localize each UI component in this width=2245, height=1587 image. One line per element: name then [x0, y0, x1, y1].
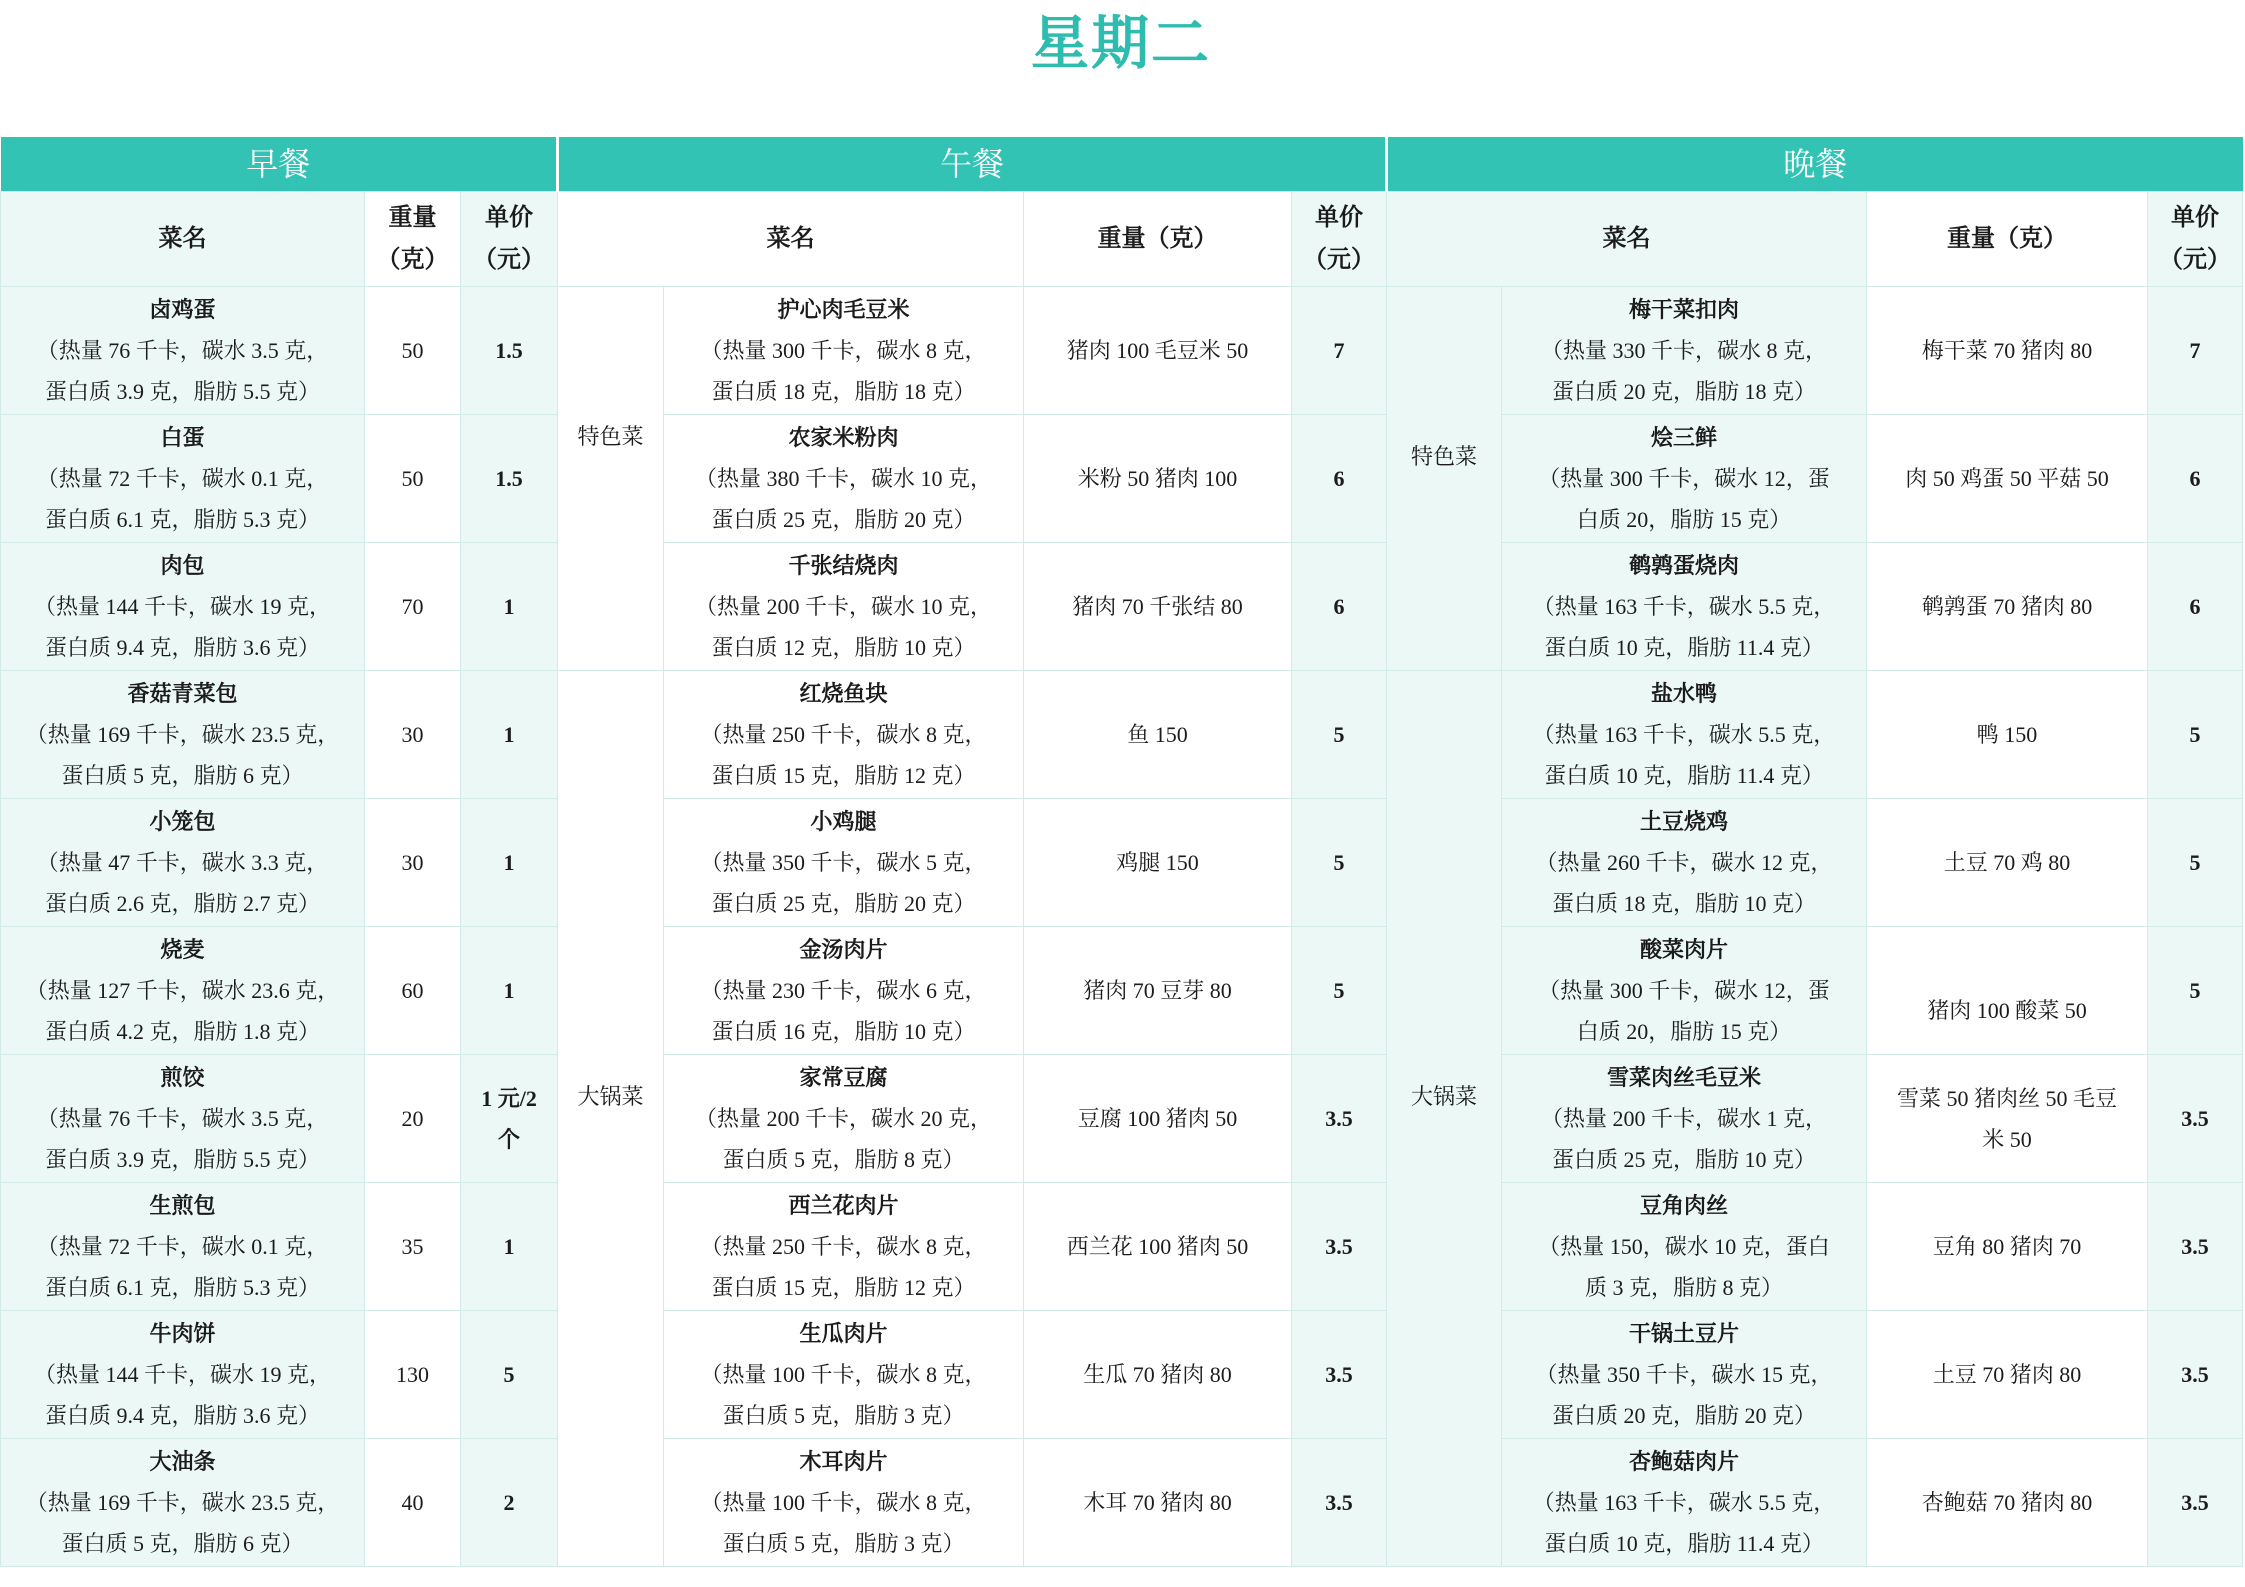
dish-weight: 70 — [401, 594, 424, 619]
dish-cell — [664, 671, 1024, 799]
dish-weight: 肉 50 鸡蛋 50 平菇 50 — [1905, 466, 2109, 491]
dish-cell — [1502, 1439, 1867, 1567]
dish-name: 杏鲍菇肉片 — [1629, 1449, 1740, 1474]
table-row — [1, 1183, 2243, 1311]
dish-nutrition-line: 蛋白质 12 克，脂肪 10 克） — [711, 635, 976, 660]
dish-name: 烩三鲜 — [1651, 425, 1718, 450]
dish-nutrition-line: 蛋白质 6.1 克，脂肪 5.3 克） — [44, 507, 320, 532]
dish-weight: 豆腐 100 猪肉 50 — [1077, 1106, 1238, 1131]
dish-price: 1 — [503, 722, 515, 747]
col-header-label: （元） — [1303, 247, 1376, 273]
dish-nutrition-line: 蛋白质 2.6 克，脂肪 2.7 克） — [44, 891, 320, 916]
dish-weight: 猪肉 100 毛豆米 50 — [1066, 338, 1249, 363]
dish-nutrition-line: （热量 76 千卡，碳水 3.5 克， — [36, 338, 329, 363]
dish-weight: 木耳 70 猪肉 80 — [1083, 1490, 1232, 1515]
col-header-label: 重量（克） — [1097, 226, 1218, 252]
dish-nutrition-line: 蛋白质 5 克，脂肪 3 克） — [722, 1531, 965, 1556]
dish-nutrition-line: 蛋白质 3.9 克，脂肪 5.5 克） — [44, 379, 320, 404]
dish-weight: 米 50 — [1982, 1126, 2032, 1152]
dish-cell — [1, 1311, 365, 1439]
weight-cell — [1024, 927, 1292, 1055]
dish-nutrition-line: （热量 76 千卡，碳水 3.5 克， — [36, 1106, 329, 1131]
weight-cell — [1024, 799, 1292, 927]
dish-cell — [1, 287, 365, 415]
dish-cell — [1502, 415, 1867, 543]
dish-cell — [1, 671, 365, 799]
price-cell — [461, 799, 558, 927]
dish-nutrition-line: 白质 20，脂肪 15 克） — [1576, 507, 1792, 532]
dish-nutrition-line: （热量 230 千卡，碳水 6 克， — [700, 978, 987, 1003]
dish-weight: 鱼 150 — [1127, 722, 1188, 747]
dish-nutrition-line: （热量 200 千卡，碳水 20 克， — [695, 1106, 993, 1131]
dish-nutrition-line: 蛋白质 5 克，脂肪 6 克） — [61, 1531, 304, 1556]
dish-price: 3.5 — [2181, 1362, 2209, 1387]
dish-weight: 米粉 50 猪肉 100 — [1077, 466, 1238, 491]
price-cell — [1292, 543, 1387, 671]
dish-cell — [1, 543, 365, 671]
table-row — [1, 1311, 2243, 1439]
dish-nutrition-line: （热量 250 千卡，碳水 8 克， — [700, 1234, 987, 1259]
dish-nutrition-line: （热量 100 千卡，碳水 8 克， — [700, 1362, 987, 1387]
column-header-row — [1, 192, 2243, 287]
dish-price: 3.5 — [1325, 1106, 1353, 1131]
dish-price: 5 — [503, 1362, 515, 1387]
dish-name: 香菇青菜包 — [127, 681, 238, 706]
col-header-weight — [1867, 192, 2148, 287]
price-cell — [2148, 927, 2243, 1055]
dish-name: 梅干菜扣肉 — [1629, 297, 1740, 322]
dish-weight: 西兰花 100 猪肉 50 — [1066, 1234, 1249, 1259]
col-header-label: 菜名 — [1602, 226, 1651, 252]
dish-nutrition-line: 蛋白质 5 克，脂肪 6 克） — [61, 763, 304, 788]
dish-nutrition-line: （热量 200 千卡，碳水 10 克， — [695, 594, 993, 619]
meal-header-row — [1, 137, 2243, 192]
weight-cell — [1867, 287, 2148, 415]
col-header-label: （克） — [376, 247, 449, 273]
dish-weight: 30 — [401, 722, 424, 747]
price-cell — [2148, 543, 2243, 671]
dish-nutrition-line: 蛋白质 10 克，脂肪 11.4 克） — [1544, 1531, 1824, 1556]
dish-weight: 土豆 70 鸡 80 — [1943, 850, 2071, 875]
dish-nutrition-line: 蛋白质 10 克，脂肪 11.4 克） — [1544, 763, 1824, 788]
dish-weight: 生瓜 70 猪肉 80 — [1083, 1362, 1232, 1387]
dish-price: 2 — [503, 1490, 515, 1515]
weight-cell — [365, 1439, 461, 1567]
dish-nutrition-line: （热量 72 千卡，碳水 0.1 克， — [36, 466, 329, 491]
dish-nutrition-line: 蛋白质 20 克，脂肪 20 克） — [1552, 1403, 1817, 1428]
dish-cell — [664, 1055, 1024, 1183]
dish-price: 1.5 — [495, 338, 523, 363]
dish-nutrition-line: （热量 200 千卡，碳水 1 克， — [1541, 1106, 1828, 1131]
dish-nutrition-line: 蛋白质 15 克，脂肪 12 克） — [711, 1275, 976, 1300]
table-row — [1, 415, 2243, 543]
dish-price: 6 — [1333, 466, 1345, 491]
dish-price: 5 — [1333, 978, 1345, 1003]
price-cell — [2148, 1439, 2243, 1567]
col-header-dish-name — [1, 192, 365, 287]
dish-nutrition-line: 蛋白质 18 克，脂肪 10 克） — [1552, 891, 1817, 916]
dish-name: 雪菜肉丝毛豆米 — [1607, 1065, 1762, 1090]
dish-price: 5 — [1333, 722, 1345, 747]
weight-cell — [365, 1311, 461, 1439]
dish-name: 小笼包 — [149, 809, 216, 834]
table-row — [1, 799, 2243, 927]
category-cell — [1387, 287, 1502, 671]
dish-name: 生瓜肉片 — [799, 1321, 888, 1346]
dish-price: 1 — [503, 594, 515, 619]
col-header-label: 菜名 — [766, 226, 815, 252]
meal-header-dinner: 晚餐 — [1387, 137, 2243, 192]
weight-cell — [1024, 287, 1292, 415]
weight-cell — [1024, 415, 1292, 543]
dish-weight: 鹌鹑蛋 70 猪肉 80 — [1921, 594, 2093, 619]
dish-nutrition-line: 质 3 克，脂肪 8 克） — [1585, 1275, 1784, 1300]
dish-cell — [664, 1439, 1024, 1567]
price-cell — [1292, 799, 1387, 927]
dish-nutrition-line: 蛋白质 18 克，脂肪 18 克） — [711, 379, 976, 404]
dish-nutrition-line: （热量 250 千卡，碳水 8 克， — [700, 722, 987, 747]
category-label: 特色菜 — [1411, 444, 1478, 469]
dish-nutrition-line: 白质 20，脂肪 15 克） — [1576, 1019, 1792, 1044]
weight-cell — [1867, 543, 2148, 671]
weight-cell — [1867, 799, 2148, 927]
dish-price: 5 — [2189, 722, 2201, 747]
price-cell — [1292, 1439, 1387, 1567]
dish-price: 5 — [2189, 978, 2201, 1003]
dish-price: 6 — [1333, 594, 1345, 619]
dish-name: 千张结烧肉 — [788, 553, 899, 578]
dish-price: 3.5 — [1325, 1234, 1353, 1259]
price-cell — [1292, 1311, 1387, 1439]
meal-header-breakfast: 早餐 — [1, 137, 558, 192]
dish-weight: 60 — [401, 978, 424, 1003]
dish-nutrition-line: （热量 100 千卡，碳水 8 克， — [700, 1490, 987, 1515]
dish-price: 1 — [503, 1234, 515, 1259]
price-cell — [461, 543, 558, 671]
dish-name: 牛肉饼 — [149, 1321, 216, 1346]
category-label: 大锅菜 — [577, 1084, 644, 1109]
dish-cell — [664, 543, 1024, 671]
dish-price: 个 — [498, 1126, 521, 1152]
dish-name: 白蛋 — [160, 425, 205, 450]
dish-name: 鹌鹑蛋烧肉 — [1629, 553, 1740, 578]
col-header-label: 单价 — [2171, 205, 2220, 231]
price-cell — [2148, 799, 2243, 927]
price-cell — [2148, 671, 2243, 799]
weight-cell — [1867, 415, 2148, 543]
dish-price: 1 — [503, 978, 515, 1003]
col-header-dish-name — [1387, 192, 1867, 287]
dish-cell — [1502, 799, 1867, 927]
dish-price: 1.5 — [495, 466, 523, 491]
weight-cell — [1867, 1311, 2148, 1439]
dish-name: 酸菜肉片 — [1640, 937, 1729, 962]
dish-weight: 40 — [401, 1490, 424, 1515]
dish-name: 红烧鱼块 — [799, 681, 888, 706]
col-header-weight — [1024, 192, 1292, 287]
weight-cell — [1867, 1055, 2148, 1183]
dish-cell — [1, 927, 365, 1055]
dish-weight: 豆角 80 猪肉 70 — [1932, 1234, 2082, 1259]
dish-price: 7 — [1333, 338, 1345, 363]
dish-nutrition-line: 蛋白质 3.9 克，脂肪 5.5 克） — [44, 1147, 320, 1172]
dish-nutrition-line: （热量 127 千卡，碳水 23.6 克， — [25, 978, 340, 1003]
category-label: 特色菜 — [577, 424, 644, 449]
weight-cell — [365, 927, 461, 1055]
weight-cell — [365, 543, 461, 671]
weight-cell — [1867, 1439, 2148, 1567]
dish-price: 5 — [2189, 850, 2201, 875]
table-row — [1, 543, 2243, 671]
price-cell — [461, 1183, 558, 1311]
weight-cell — [365, 799, 461, 927]
price-cell — [2148, 415, 2243, 543]
col-header-price — [461, 192, 558, 287]
dish-cell — [1502, 543, 1867, 671]
dish-nutrition-line: （热量 169 千卡，碳水 23.5 克， — [25, 1490, 340, 1515]
weight-cell — [1867, 1183, 2148, 1311]
price-cell — [2148, 1311, 2243, 1439]
dish-name: 盐水鸭 — [1651, 681, 1718, 706]
price-cell — [1292, 671, 1387, 799]
price-cell — [1292, 1055, 1387, 1183]
price-cell — [461, 927, 558, 1055]
dish-name: 护心肉毛豆米 — [777, 297, 910, 322]
meal-header-lunch: 午餐 — [558, 137, 1387, 192]
category-cell — [558, 671, 664, 1567]
col-header-label: 单价 — [485, 205, 534, 231]
price-cell — [461, 671, 558, 799]
dish-name: 农家米粉肉 — [788, 425, 899, 450]
dish-name: 生煎包 — [149, 1193, 216, 1218]
dish-name: 西兰花肉片 — [788, 1193, 899, 1218]
dish-nutrition-line: （热量 169 千卡，碳水 23.5 克， — [25, 722, 340, 747]
weight-cell — [1867, 927, 2148, 1055]
dish-nutrition-line: （热量 380 千卡，碳水 10 克， — [695, 466, 993, 491]
dish-name: 干锅土豆片 — [1629, 1321, 1740, 1346]
table-row — [1, 1439, 2243, 1567]
price-cell — [461, 1055, 558, 1183]
dish-cell — [664, 415, 1024, 543]
dish-weight: 50 — [401, 338, 424, 363]
dish-price: 6 — [2189, 594, 2201, 619]
price-cell — [1292, 415, 1387, 543]
dish-weight: 土豆 70 猪肉 80 — [1932, 1362, 2082, 1387]
dish-cell — [1502, 927, 1867, 1055]
col-header-label: （元） — [473, 247, 546, 273]
col-header-label: 菜名 — [158, 226, 207, 252]
weight-cell — [1024, 1183, 1292, 1311]
col-header-label: 单价 — [1315, 205, 1364, 231]
dish-cell — [664, 799, 1024, 927]
dish-cell — [1, 799, 365, 927]
dish-cell — [1, 1183, 365, 1311]
weight-cell — [365, 671, 461, 799]
col-header-dish-name — [558, 192, 1024, 287]
dish-nutrition-line: （热量 72 千卡，碳水 0.1 克， — [36, 1234, 329, 1259]
menu-table — [0, 137, 2243, 1567]
dish-nutrition-line: （热量 150，碳水 10 克，蛋白 — [1538, 1234, 1830, 1259]
col-header-label: 重量（克） — [1947, 226, 2068, 252]
weight-cell — [365, 1183, 461, 1311]
dish-price: 1 — [503, 850, 515, 875]
dish-cell — [1502, 1183, 1867, 1311]
price-cell — [461, 1439, 558, 1567]
dish-price: 6 — [2189, 466, 2201, 491]
dish-weight: 30 — [401, 850, 424, 875]
dish-name: 煎饺 — [160, 1065, 205, 1090]
dish-nutrition-line: 蛋白质 5 克，脂肪 8 克） — [722, 1147, 965, 1172]
dish-name: 豆角肉丝 — [1640, 1193, 1729, 1218]
dish-weight: 50 — [401, 466, 424, 491]
dish-price: 3.5 — [2181, 1234, 2209, 1259]
dish-weight: 20 — [401, 1106, 424, 1131]
dish-nutrition-line: （热量 163 千卡，碳水 5.5 克， — [1532, 1490, 1836, 1515]
dish-weight: 35 — [401, 1234, 424, 1259]
price-cell — [2148, 1055, 2243, 1183]
dish-cell — [1, 1439, 365, 1567]
table-row — [1, 671, 2243, 799]
weight-cell — [1867, 671, 2148, 799]
price-cell — [461, 1311, 558, 1439]
dish-nutrition-line: （热量 144 千卡，碳水 19 克， — [33, 594, 331, 619]
dish-cell — [664, 1311, 1024, 1439]
dish-nutrition-line: 蛋白质 6.1 克，脂肪 5.3 克） — [44, 1275, 320, 1300]
dish-price: 3.5 — [2181, 1490, 2209, 1515]
dish-name: 金汤肉片 — [799, 937, 888, 962]
dish-cell — [1502, 1055, 1867, 1183]
dish-cell — [664, 1183, 1024, 1311]
dish-name: 土豆烧鸡 — [1640, 809, 1729, 834]
dish-weight: 猪肉 100 酸菜 50 — [1927, 998, 2087, 1023]
weight-cell — [365, 1055, 461, 1183]
dish-nutrition-line: 蛋白质 10 克，脂肪 11.4 克） — [1544, 635, 1824, 660]
dish-nutrition-line: （热量 47 千卡，碳水 3.3 克， — [36, 850, 329, 875]
price-cell — [461, 415, 558, 543]
col-header-label: （元） — [2159, 247, 2232, 273]
price-cell — [461, 287, 558, 415]
dish-cell — [664, 287, 1024, 415]
dish-nutrition-line: （热量 300 千卡，碳水 12，蛋 — [1538, 466, 1830, 491]
dish-name: 家常豆腐 — [799, 1065, 888, 1090]
dish-nutrition-line: 蛋白质 9.4 克，脂肪 3.6 克） — [44, 635, 320, 660]
dish-nutrition-line: 蛋白质 16 克，脂肪 10 克） — [711, 1019, 976, 1044]
price-cell — [1292, 1183, 1387, 1311]
dish-name: 烧麦 — [160, 937, 205, 962]
dish-name: 小鸡腿 — [810, 809, 877, 834]
category-label: 大锅菜 — [1411, 1084, 1478, 1109]
weight-cell — [1024, 1055, 1292, 1183]
dish-nutrition-line: 蛋白质 25 克，脂肪 10 克） — [1552, 1147, 1817, 1172]
dish-weight: 猪肉 70 豆芽 80 — [1083, 978, 1232, 1003]
dish-cell — [1, 415, 365, 543]
dish-price: 3.5 — [1325, 1490, 1353, 1515]
dish-weight: 梅干菜 70 猪肉 80 — [1921, 338, 2093, 363]
weight-cell — [1024, 543, 1292, 671]
weight-cell — [365, 287, 461, 415]
dish-weight: 鸭 150 — [1976, 722, 2038, 747]
dish-nutrition-line: 蛋白质 15 克，脂肪 12 克） — [711, 763, 976, 788]
dish-price: 3.5 — [2181, 1106, 2209, 1131]
dish-weight: 雪菜 50 猪肉丝 50 毛豆 — [1897, 1085, 2118, 1111]
dish-nutrition-line: （热量 163 千卡，碳水 5.5 克， — [1532, 594, 1836, 619]
table-row — [1, 287, 2243, 415]
price-cell — [2148, 1183, 2243, 1311]
dish-nutrition-line: 蛋白质 5 克，脂肪 3 克） — [722, 1403, 965, 1428]
dish-name: 卤鸡蛋 — [149, 297, 216, 322]
col-header-price — [1292, 192, 1387, 287]
col-header-price — [2148, 192, 2243, 287]
price-cell — [2148, 287, 2243, 415]
price-cell — [1292, 287, 1387, 415]
dish-cell — [1502, 287, 1867, 415]
dish-weight: 猪肉 70 千张结 80 — [1072, 594, 1243, 619]
category-cell — [1387, 671, 1502, 1567]
page-title: 星期二 — [1030, 11, 1211, 76]
dish-price: 5 — [1333, 850, 1345, 875]
dish-name: 木耳肉片 — [799, 1449, 888, 1474]
weight-cell — [1024, 1311, 1292, 1439]
dish-weight: 鸡腿 150 — [1116, 850, 1199, 875]
dish-nutrition-line: 蛋白质 25 克，脂肪 20 克） — [711, 891, 976, 916]
dish-nutrition-line: （热量 350 千卡，碳水 15 克， — [1535, 1362, 1833, 1387]
dish-cell — [664, 927, 1024, 1055]
col-header-label: 重量 — [388, 205, 437, 231]
dish-price: 1 元/2 — [481, 1085, 537, 1111]
weight-cell — [1024, 1439, 1292, 1567]
dish-price: 3.5 — [1325, 1362, 1353, 1387]
weight-cell — [1024, 671, 1292, 799]
dish-name: 肉包 — [160, 553, 205, 578]
dish-weight: 130 — [396, 1362, 429, 1387]
dish-cell — [1, 1055, 365, 1183]
table-row — [1, 927, 2243, 1055]
category-cell — [558, 287, 664, 671]
dish-weight: 杏鲍菇 70 猪肉 80 — [1921, 1490, 2093, 1515]
dish-nutrition-line: 蛋白质 4.2 克，脂肪 1.8 克） — [44, 1019, 320, 1044]
dish-nutrition-line: （热量 350 千卡，碳水 5 克， — [700, 850, 987, 875]
dish-nutrition-line: （热量 163 千卡，碳水 5.5 克， — [1532, 722, 1836, 747]
dish-nutrition-line: （热量 144 千卡，碳水 19 克， — [33, 1362, 331, 1387]
dish-nutrition-line: （热量 330 千卡，碳水 8 克， — [1541, 338, 1828, 363]
price-cell — [1292, 927, 1387, 1055]
dish-nutrition-line: 蛋白质 9.4 克，脂肪 3.6 克） — [44, 1403, 320, 1428]
dish-nutrition-line: （热量 300 千卡，碳水 12，蛋 — [1538, 978, 1830, 1003]
col-header-weight — [365, 192, 461, 287]
dish-nutrition-line: 蛋白质 25 克，脂肪 20 克） — [711, 507, 976, 532]
dish-nutrition-line: （热量 300 千卡，碳水 8 克， — [700, 338, 987, 363]
dish-price: 7 — [2189, 338, 2201, 363]
dish-cell — [1502, 671, 1867, 799]
dish-nutrition-line: （热量 260 千卡，碳水 12 克， — [1535, 850, 1833, 875]
dish-cell — [1502, 1311, 1867, 1439]
weight-cell — [365, 415, 461, 543]
table-row — [1, 1055, 2243, 1183]
dish-name: 大油条 — [149, 1449, 216, 1474]
dish-nutrition-line: 蛋白质 20 克，脂肪 18 克） — [1552, 379, 1817, 404]
